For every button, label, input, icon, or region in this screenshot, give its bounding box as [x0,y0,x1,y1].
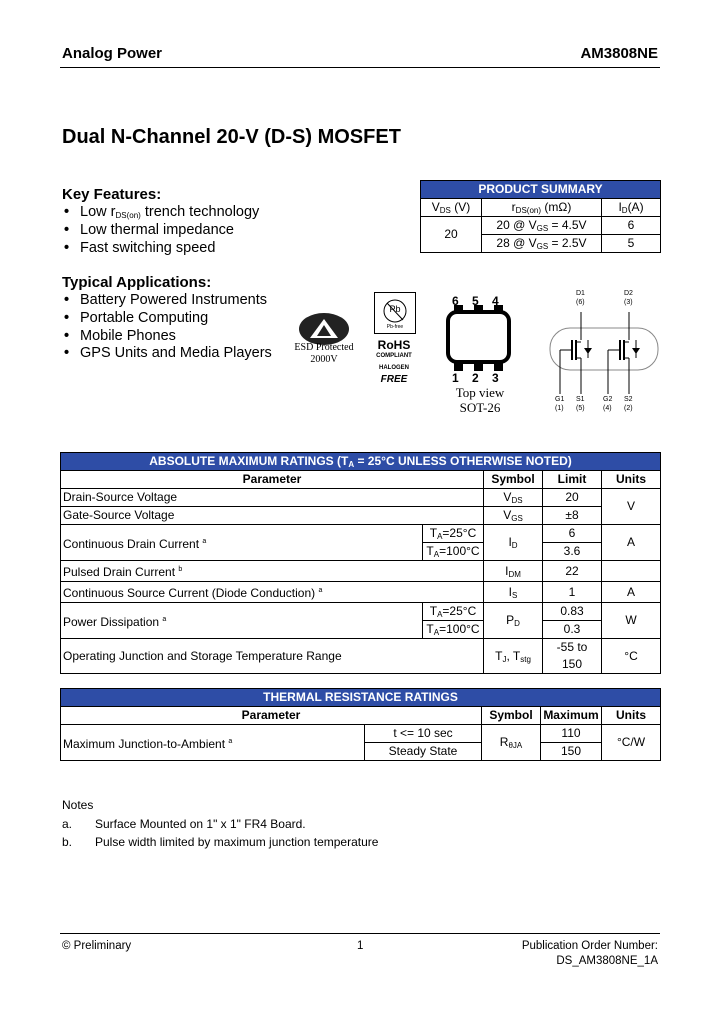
notes-heading: Notes [62,798,94,812]
table-row: $T_A=100^\circ C$ 0.3 [61,621,661,639]
header-units: Units [602,707,661,725]
note-a-label: a. [62,817,73,831]
rds-1: 20 @ $V_{GS} = 4.5V$ [482,217,602,235]
num-s1: (5) [576,405,585,412]
table-row: Gate-Source Voltage $V_{GS}$ ±8 [61,507,661,525]
part-number: AM3808NE [580,45,658,62]
list-item: • GPS Units and Media Players [64,345,272,362]
table-row: Maximum Junction-to-Ambient $^a$ t <= 10 sec $R_{\theta JA}$ 110 °C/W [61,725,661,743]
thermal-title: THERMAL RESISTANCE RATINGS [61,689,661,707]
header-units: Units [602,471,661,489]
esd-text-2: 2000V [310,354,338,365]
table-row: $T_A=100^\circ C$ 3.6 [61,543,661,561]
vds-value: 20 [421,217,482,253]
header-limit: Limit [543,471,602,489]
num-d1: (6) [576,299,585,306]
table-row: Continuous Drain Current $^a$ $T_A=25^\circ C$ $I_D$ 6 A [61,525,661,543]
esd-icon [288,312,360,346]
header-rule [60,67,660,68]
abs-max-table [60,452,661,674]
pin-3: 3 [492,371,499,385]
company-name: Analog Power [62,45,163,62]
header-parameter: Parameter [61,471,484,489]
applications-heading: Typical Applications: [62,274,212,291]
header-maximum: Maximum [541,707,602,725]
esd-text-1: ESD Protected [294,342,354,353]
list-item: • Low thermal impedance [64,221,234,238]
list-item: • Fast switching speed [64,239,216,256]
table-row: Power Dissipation $^a$ $T_A=25^\circ C$ $P_D$ 0.83 W [61,603,661,621]
table-row: Operating Junction and Storage Temperature Range $T_J$, $T_{stg}$ -55 to 150 °C [61,639,661,674]
list-item: • Battery Powered Instruments [64,292,267,308]
rohs-text: RoHS [377,338,411,352]
key-features-heading: Key Features: [62,186,162,203]
header-symbol: Symbol [484,471,543,489]
num-g2: (4) [603,405,612,412]
label-s1: S1 [576,396,585,403]
pb-text: Pb [389,304,401,314]
label-g2: G2 [603,396,613,403]
num-g1: (1) [555,405,564,412]
compliant-text: COMPLIANT [376,353,412,359]
note-b-label: b. [62,835,73,849]
col-id: $I_D(A)$ [602,199,661,217]
header-symbol: Symbol [482,707,541,725]
package-caption-1: Top view [455,385,505,400]
package-caption-2: SOT-26 [459,400,501,415]
publication-number: DS_AM3808NE_1A [556,955,658,967]
free-text: FREE [380,374,408,385]
list-item: • Mobile Phones [64,327,176,344]
label-d2: D2 [624,290,633,297]
page-number: 1 [357,940,364,952]
abs-max-title: ABSOLUTE MAXIMUM RATINGS ($T_A = 25^\circ C$ UNLESS OTHERWISE NOTED) [61,453,661,471]
package-diagram [440,292,520,415]
thermal-table [60,688,661,761]
table-row: Continuous Source Current (Diode Conduction) $^a$ $I_S$ 1 A [61,582,661,603]
product-summary-title: PRODUCT SUMMARY [421,181,661,199]
col-vds: $V_{DS}$ (V) [421,199,482,217]
pin-2: 2 [472,371,479,385]
page-title: Dual N-Channel 20-V (D-S) MOSFET [62,126,401,148]
key-features [62,186,362,257]
header-parameter: Parameter [61,707,482,725]
id-2: 5 [602,235,661,253]
num-s2: (2) [624,405,633,412]
label-g1: G1 [555,396,565,403]
table-row: Steady State 150 [61,743,661,761]
label-s2: S2 [624,396,633,403]
publication-label: Publication Order Number: [521,940,658,952]
note-b-text: Pulse width limited by maximum junction temperature [95,835,379,849]
esd-logo [288,312,360,372]
footer-rule [60,933,660,934]
pb-free-logo [374,292,416,334]
pin-4: 4 [492,294,499,308]
table-row: Drain-Source Voltage $V_{DS}$ 20 V [61,489,661,507]
list-item: • Low $r_{DS(on)}$ trench technology [64,204,260,220]
table-row: Pulsed Drain Current $^b$ $I_{DM}$ 22 [61,561,661,582]
col-rds: $r_{DS(on)}$ (mΩ) [482,199,602,217]
id-1: 6 [602,217,661,235]
note-a-text: Surface Mounted on 1" x 1" FR4 Board. [95,817,306,831]
schematic-diagram [548,290,660,414]
pin-1: 1 [452,371,459,385]
num-d2: (3) [624,299,633,306]
pin-5: 5 [472,294,479,308]
rds-2: 28 @ $V_{GS} = 2.5V$ [482,235,602,253]
pb-free-text: Pb-free [386,324,404,330]
pin-6: 6 [452,294,459,308]
footer-left: © Preliminary [62,940,132,952]
product-summary-table [420,180,661,253]
label-d1: D1 [576,290,585,297]
list-item: • Portable Computing [64,309,209,326]
halogen-text: HALOGEN [379,365,409,371]
